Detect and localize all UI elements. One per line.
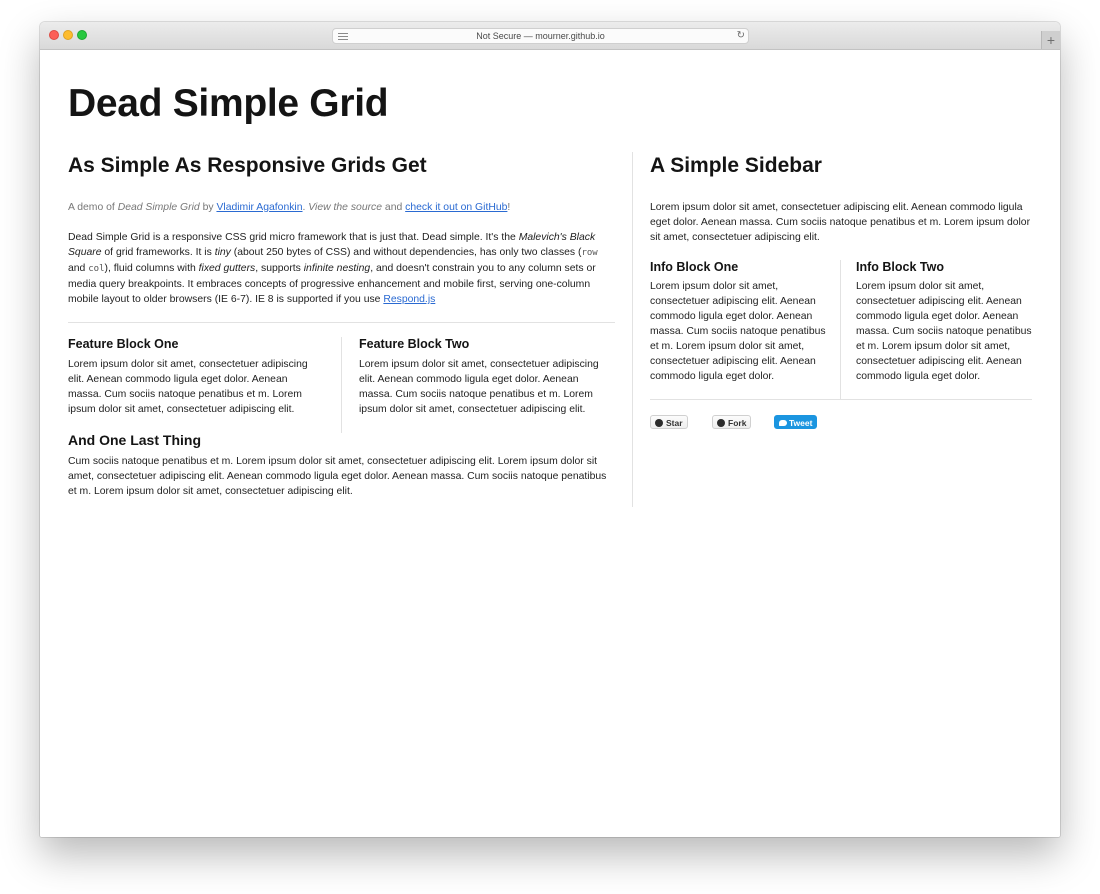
tweet-button[interactable] [774,415,817,429]
info-block-two-title: Info Block Two [856,260,944,274]
browser-titlebar [40,22,1060,50]
zoom-window-button[interactable] [77,30,87,40]
github-icon [655,419,663,427]
github-icon [717,419,725,427]
demo-end: ! [507,202,511,213]
info-block-one-text: Lorem ipsum dolor sit amet, consectetuer adipiscing elit. Aenean commodo ligula eget dolor. Aenean massa. Cum sociis natoque penatibus et m. Lorem ipsum dolor sit amet, consectetuer adipiscing elit. Aenean commodo ligula eget dolor. [650,281,826,382]
new-tab-button[interactable]: + [1041,31,1060,49]
demo-and: and [382,202,406,213]
author-link[interactable]: Vladimir Agafonkin [216,202,303,213]
info-row [650,260,1032,384]
minimize-window-button[interactable] [63,30,73,40]
twitter-icon [779,420,787,426]
feature-block-one [68,337,323,417]
social-buttons [650,415,1032,431]
sidebar-intro: Lorem ipsum dolor sit amet, consectetuer adipiscing elit. Aenean commodo ligula eget dolor. Aenean massa. Cum sociis natoque penatibus et m. Lorem ipsum dolor sit amet, consectetuer adipiscing elit. [650,202,1031,243]
info-block-one [650,260,826,384]
browser-window [40,22,1060,837]
last-thing-text: Cum sociis natoque penatibus et m. Lorem ipsum dolor sit amet, consectetuer adipiscing elit. Lorem ipsum dolor sit amet, consectetuer adipiscing elit. Aenean commodo ligula eget dolor. Aenean massa. Cum sociis natoque penatibus et m. Lorem ipsum dolor sit amet, consectetuer adipiscing elit. [68,456,607,497]
info-block-two-text: Lorem ipsum dolor sit amet, consectetuer adipiscing elit. Aenean commodo ligula eget dolor. Aenean massa. Cum sociis natoque penatibus et m. Lorem ipsum dolor sit amet, consectetuer adipiscing elit. Aenean commodo ligula eget dolor. [856,281,1032,382]
github-star-button[interactable] [650,415,688,429]
sidebar-heading: A Simple Sidebar [650,154,822,177]
intro-paragraph [68,230,615,307]
intro-emphasis-fixed-gutters: fixed gutters [198,263,256,274]
intro-text-7: , and doesn't constrain you to any column sets or media query breakpoints. It embraces concepts of progressive enhancement and mobile first, serving one-column mobile layout to older browsers (IE 6-7). IE 8 is supported if you use [68,263,596,305]
demo-project-name: Dead Simple Grid [117,202,200,213]
respond-js-link[interactable]: Respond.js [383,294,436,305]
address-bar[interactable] [332,28,749,44]
address-bar-url[interactable]: Not Secure — mourner.github.io [476,31,605,41]
github-link[interactable]: check it out on GitHub [405,202,508,213]
close-window-button[interactable] [49,30,59,40]
fork-label: Fork [728,418,747,428]
feature-block-one-text: Lorem ipsum dolor sit amet, consectetuer adipiscing elit. Aenean commodo ligula eget dolor. Aenean massa. Cum sociis natoque penatibus et m. Lorem ipsum dolor sit amet, consectetuer adipiscing elit. [68,359,308,415]
intro-text-1: Dead Simple Grid is a responsive CSS grid micro framework that is just that. Dead simple. It's the [68,232,519,243]
feature-row [68,337,615,417]
github-fork-button[interactable] [712,415,751,429]
intro-code-col: col [88,264,105,274]
demo-dot: . [302,202,309,213]
demo-prefix: A demo of [68,202,118,213]
reload-icon[interactable]: ↻ [736,30,745,41]
intro-emphasis-infinite-nesting: infinite nesting [303,263,371,274]
feature-block-two [359,337,614,417]
feature-block-one-title: Feature Block One [68,337,179,351]
tweet-label: Tweet [789,418,813,428]
last-thing-section [68,432,615,499]
demo-credit [68,200,615,215]
sidebar-column [650,154,1032,431]
star-label: Star [666,418,683,428]
feature-column-divider [341,337,342,433]
last-thing-title: And One Last Thing [68,432,201,448]
info-block-two [856,260,1032,384]
demo-by: by [199,202,217,213]
intro-text-5: ), fluid columns with [104,263,199,274]
intro-text-6: , supports [255,263,304,274]
section-divider [68,322,615,323]
sidebar-divider [632,152,633,507]
main-heading: As Simple As Responsive Grids Get [68,154,427,177]
sidebar-section-divider [650,399,1032,400]
page-content [40,50,1060,837]
intro-emphasis-tiny: tiny [214,247,231,258]
feature-block-two-title: Feature Block Two [359,337,470,351]
info-column-divider [840,260,841,400]
info-block-one-title: Info Block One [650,260,739,274]
view-source-text: View the source [308,202,383,213]
intro-text-3: (about 250 bytes of CSS) and without dependencies, has only two classes ( [230,247,582,258]
intro-emphasis-black-square: Malevich's Black Square [68,232,596,258]
intro-text-2: of grid frameworks. It is [101,247,215,258]
intro-text-4: and [68,263,89,274]
feature-block-two-text: Lorem ipsum dolor sit amet, consectetuer adipiscing elit. Aenean commodo ligula eget dolor. Aenean massa. Cum sociis natoque penatibus et m. Lorem ipsum dolor sit amet, consectetuer adipiscing elit. [359,359,599,415]
main-column [68,154,615,499]
page-title: Dead Simple Grid [68,82,389,125]
intro-code-row: row [581,248,598,258]
